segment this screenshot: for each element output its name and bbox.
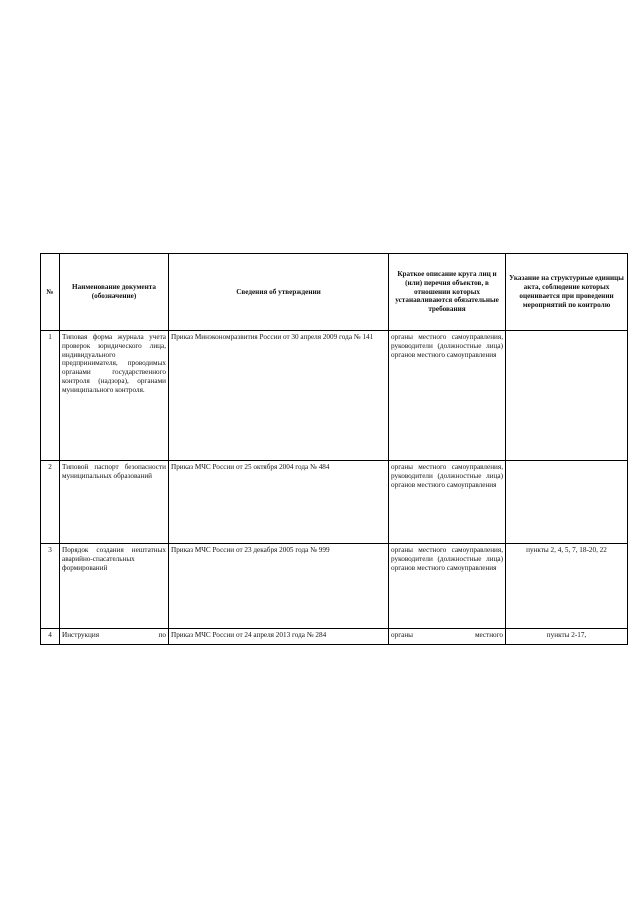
header-units: Указание на структурные единицы акта, соблюдение которых оценивается при проведении мероприятий по контролю — [506, 254, 628, 331]
row-doc-name: Типовая форма журнала учета проверок юридического лица, индивидуального предпринимателя, проводимых органами государственного контроля (надзора), органами муниципального контроля. — [60, 331, 169, 461]
row-approval: Приказ МЧС России от 23 декабря 2005 года № 999 — [169, 544, 389, 629]
row-units — [506, 461, 628, 544]
row-scope: органы местного самоуправления, руководители (должностные лица) органов местного самоуправления — [389, 461, 506, 544]
row-units — [506, 331, 628, 461]
row-num: 1 — [41, 331, 60, 461]
row-num: 3 — [41, 544, 60, 629]
header-num: № — [41, 254, 60, 331]
row-scope: органы местного самоуправления, руководители (должностные лица) органов местного самоуправления — [389, 544, 506, 629]
header-approval: Сведения об утверждении — [169, 254, 389, 331]
row-num: 2 — [41, 461, 60, 544]
header-doc-name: Наименование документа (обозначение) — [60, 254, 169, 331]
header-row — [41, 254, 628, 331]
row-scope: органы местного — [389, 629, 506, 645]
table-row — [41, 544, 628, 629]
row-num: 4 — [41, 629, 60, 645]
table-row — [41, 629, 628, 645]
row-approval: Приказ МЧС России от 25 октября 2004 года № 484 — [169, 461, 389, 544]
table-row — [41, 461, 628, 544]
row-doc-name: Инструкция по — [60, 629, 169, 645]
row-approval: Приказ Минэкономразвития России от 30 апреля 2009 года № 141 — [169, 331, 389, 461]
table-row — [41, 331, 628, 461]
requirements-table — [40, 253, 628, 645]
row-doc-name: Порядок создания нештатных аварийно-спасательных формирований — [60, 544, 169, 629]
row-scope: органы местного самоуправления, руководители (должностные лица) органов местного самоуправления — [389, 331, 506, 461]
row-units: пункты 2-17, — [506, 629, 628, 645]
row-doc-name: Типовой паспорт безопасности муниципальных образований — [60, 461, 169, 544]
header-scope: Краткое описание круга лиц и (или) перечня объектов, в отношении которых устанавливаются обязательные требования — [389, 254, 506, 331]
row-units: пункты 2, 4, 5, 7, 18-20, 22 — [506, 544, 628, 629]
row-approval: Приказ МЧС России от 24 апреля 2013 года № 284 — [169, 629, 389, 645]
